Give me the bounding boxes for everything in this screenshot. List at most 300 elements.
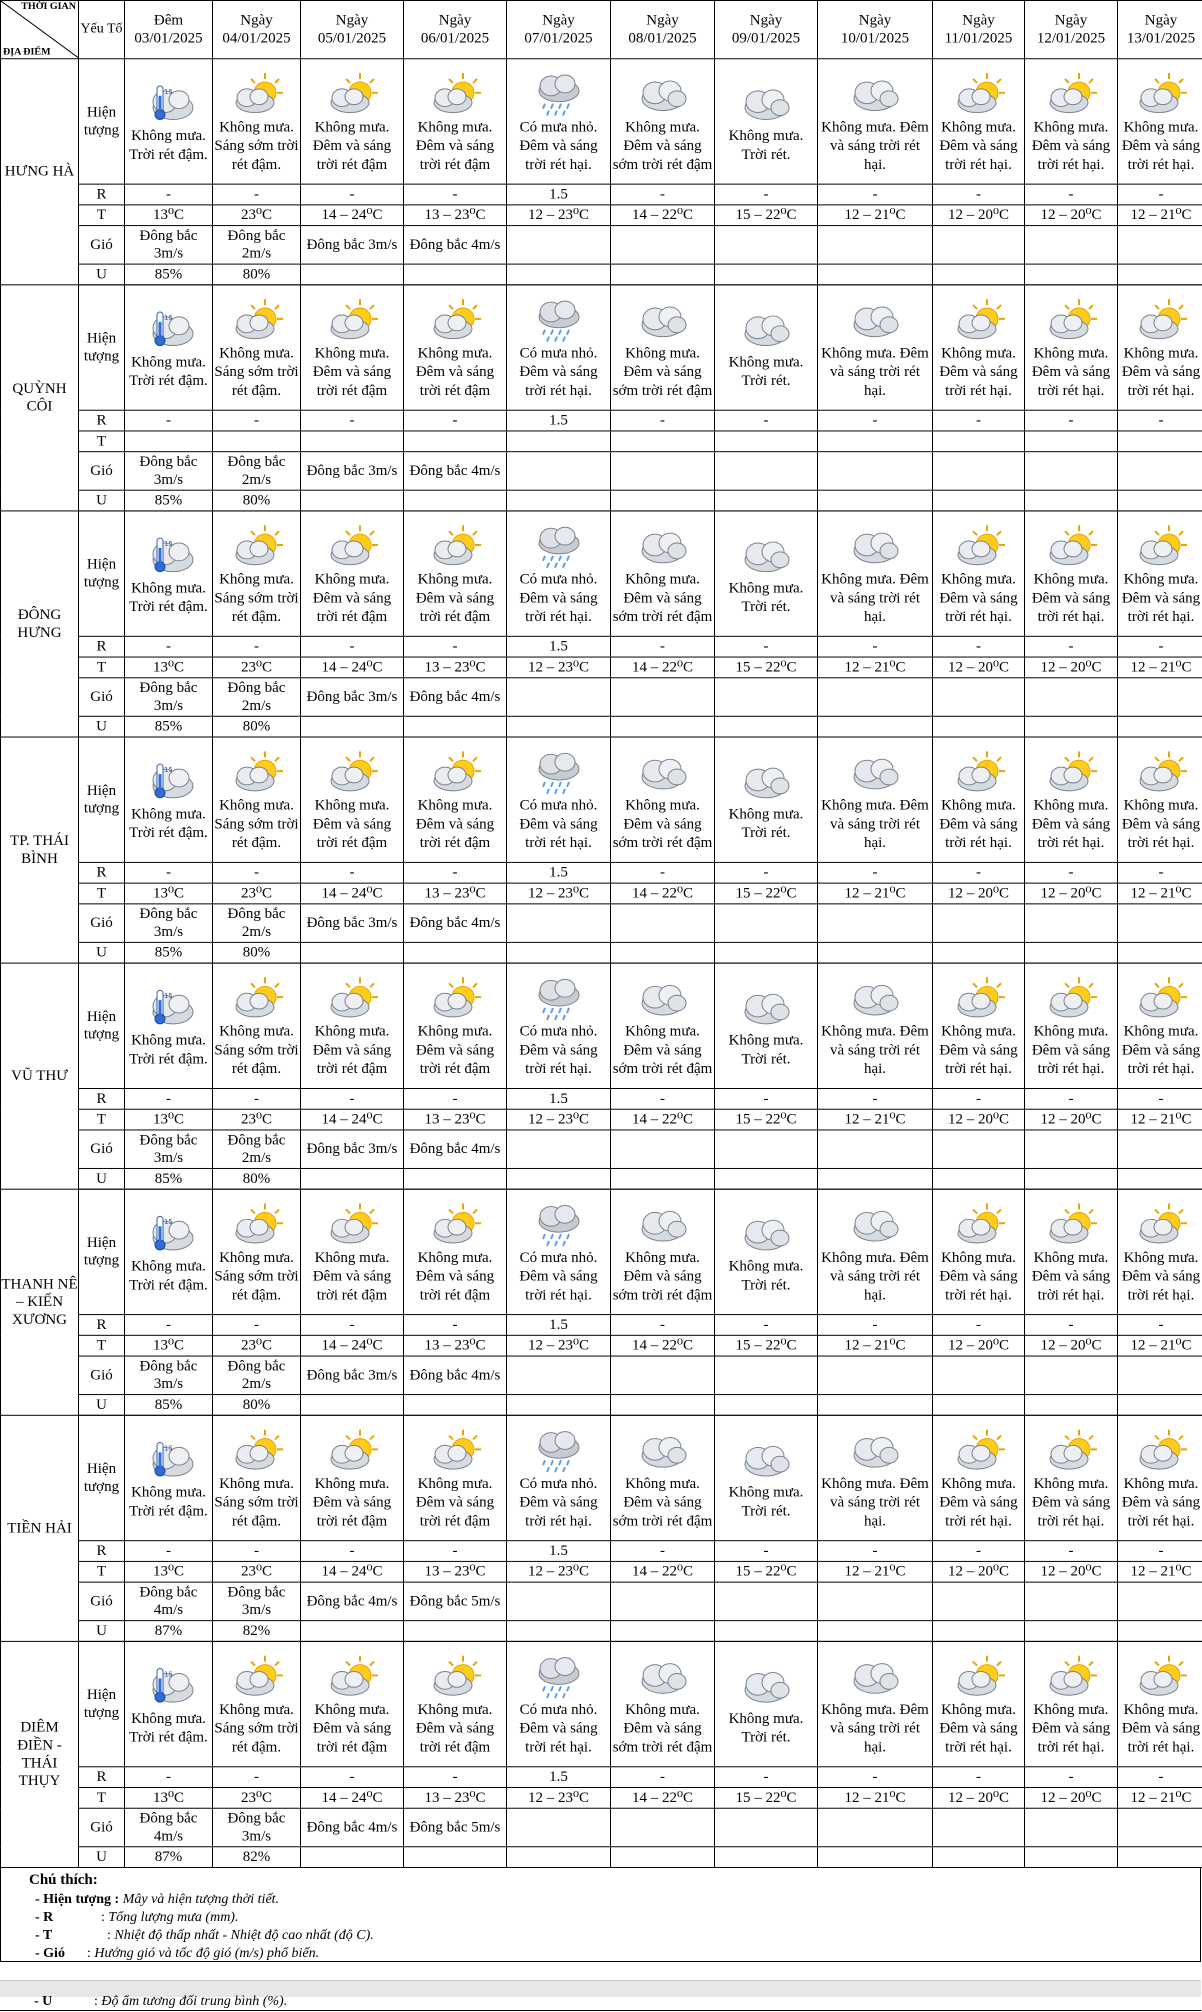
humidity-cell xyxy=(933,942,1025,963)
phenomenon-cell xyxy=(1118,1415,1202,1540)
cloud-icon xyxy=(818,69,932,118)
phenomenon-cell xyxy=(213,1189,301,1314)
row-temp xyxy=(1,1335,1202,1356)
rain-cell: - xyxy=(611,184,715,205)
wind-cell: Đông bắc 2m/s xyxy=(213,678,301,717)
humidity-cell xyxy=(1025,1395,1118,1416)
label-temp: T xyxy=(79,1561,125,1582)
wind-cell xyxy=(507,452,611,491)
rain-cell: - xyxy=(404,1541,507,1562)
wind-cell xyxy=(611,1582,715,1621)
header-time-label: THỜI GIAN xyxy=(21,0,76,12)
phenomenon-cell xyxy=(125,59,213,184)
temp-cell: 13⁰C xyxy=(125,1788,213,1809)
temp-cell: 14 – 24⁰C xyxy=(301,657,404,678)
rain-cell: - xyxy=(611,862,715,883)
humidity-cell xyxy=(1025,264,1118,285)
humidity-cell xyxy=(715,490,818,511)
wind-cell xyxy=(818,452,933,491)
rain-cell: 1.5 xyxy=(507,636,611,657)
sun-cloud-icon xyxy=(1025,747,1117,796)
wind-cell xyxy=(715,904,818,943)
cloud-icon xyxy=(715,530,817,579)
phenomenon-text: Không mưa. Đêm và sáng trời rét đậm xyxy=(415,1475,495,1529)
cloud-icon xyxy=(715,78,817,127)
humidity-cell xyxy=(933,490,1025,511)
wind-cell xyxy=(611,678,715,717)
phenomenon-text: Không mưa. Đêm và sáng trời rét đậm xyxy=(415,1023,495,1077)
rain-cell: - xyxy=(1118,1088,1202,1109)
rain-cloud-icon xyxy=(507,1651,610,1700)
cloud-icon xyxy=(611,69,714,118)
phenomenon-text: Không mưa. Đêm và sáng sớm trời rét đậm xyxy=(612,1023,713,1077)
humidity-cell xyxy=(818,264,933,285)
rain-cell: - xyxy=(933,1315,1025,1336)
humidity-cell xyxy=(818,1395,933,1416)
phenomenon-text: Không mưa. Sáng sớm trời rét đậm. xyxy=(214,571,299,625)
humidity-cell xyxy=(404,1847,507,1868)
header-factor: Yếu Tố xyxy=(79,0,125,58)
humidity-cell: 80% xyxy=(213,942,301,963)
sun-cloud-icon xyxy=(213,1199,300,1248)
legend-item-wind: - Gió : Hướng gió và tốc độ gió (m/s) phổ biến. xyxy=(35,1946,320,1961)
temp-cell: 12 – 20⁰C xyxy=(933,205,1025,226)
phenomenon-text: Không mưa. Đêm và sáng trời rét hại. xyxy=(1121,345,1201,399)
humidity-cell xyxy=(404,1168,507,1189)
cold-cloud-icon xyxy=(125,78,212,127)
rain-cell: - xyxy=(818,862,933,883)
humidity-cell xyxy=(1025,1168,1118,1189)
phenomenon-cell xyxy=(1118,511,1202,636)
wind-cell xyxy=(611,452,715,491)
temp-cell: 12 – 21⁰C xyxy=(818,657,933,678)
wind-cell: Đông bắc 4m/s xyxy=(404,904,507,943)
humidity-cell xyxy=(818,942,933,963)
phenomenon-cell xyxy=(404,1641,507,1766)
humidity-cell xyxy=(715,1847,818,1868)
phenomenon-cell xyxy=(507,511,611,636)
wind-cell: Đông bắc 3m/s xyxy=(125,1356,213,1395)
label-temp: T xyxy=(79,431,125,452)
phenomenon-cell xyxy=(301,511,404,636)
sun-cloud-icon xyxy=(1025,1425,1117,1474)
rain-cell: 1.5 xyxy=(507,1088,611,1109)
wind-cell: Đông bắc 4m/s xyxy=(125,1582,213,1621)
temp-cell: 12 – 20⁰C xyxy=(933,1109,1025,1130)
wind-cell xyxy=(933,1130,1025,1169)
cloud-icon xyxy=(818,973,932,1022)
rain-cell: - xyxy=(301,862,404,883)
cloud-icon xyxy=(611,1425,714,1474)
phenomenon-text: Có mưa nhỏ. Đêm và sáng trời rét hại. xyxy=(519,797,598,851)
rain-cloud-icon xyxy=(507,295,610,344)
label-humidity: U xyxy=(79,1168,125,1189)
row-humidity xyxy=(1,1621,1202,1642)
phenomenon-cell xyxy=(611,1415,715,1540)
sun-cloud-icon xyxy=(301,1199,403,1248)
wind-cell xyxy=(1025,1130,1118,1169)
humidity-cell xyxy=(507,490,611,511)
row-humidity xyxy=(1,1847,1202,1868)
temp-cell: 14 – 22⁰C xyxy=(611,883,715,904)
rain-cell: - xyxy=(125,1541,213,1562)
header-day-9: Ngày 12/01/2025 xyxy=(1025,0,1118,58)
temp-cell: 15 – 22⁰C xyxy=(715,1561,818,1582)
label-wind: Gió xyxy=(79,678,125,717)
wind-cell xyxy=(1118,226,1202,265)
humidity-cell xyxy=(933,716,1025,737)
rain-cell: - xyxy=(818,1541,933,1562)
phenomenon-text: Có mưa nhỏ. Đêm và sáng trời rét hại. xyxy=(519,118,598,173)
sun-cloud-icon xyxy=(213,69,300,118)
phenomenon-cell xyxy=(213,1415,301,1540)
label-wind: Gió xyxy=(79,1356,125,1395)
label-wind: Gió xyxy=(79,1582,125,1621)
phenomenon-cell xyxy=(933,285,1025,410)
rain-cell: - xyxy=(1025,862,1118,883)
humidity-cell xyxy=(404,1395,507,1416)
sun-cloud-icon xyxy=(1025,521,1117,570)
cold-cloud-icon xyxy=(125,304,212,353)
humidity-cell xyxy=(818,1847,933,1868)
rain-cell: - xyxy=(611,636,715,657)
label-humidity: U xyxy=(79,942,125,963)
row-wind xyxy=(1,1356,1202,1395)
label-phenomenon: Hiện tượng xyxy=(79,1415,125,1540)
rain-cell: - xyxy=(715,184,818,205)
humidity-cell xyxy=(611,716,715,737)
humidity-cell xyxy=(715,1621,818,1642)
rain-cell: - xyxy=(404,862,507,883)
sun-cloud-icon xyxy=(301,69,403,118)
wind-cell xyxy=(715,1130,818,1169)
phenomenon-text: Không mưa. Đêm và sáng trời rét đậm xyxy=(312,1701,392,1755)
wind-cell: Đông bắc 4m/s xyxy=(404,452,507,491)
sun-cloud-icon xyxy=(213,295,300,344)
rain-cell: - xyxy=(213,862,301,883)
location-name: ĐÔNG HƯNG xyxy=(1,511,79,737)
phenomenon-text: Không mưa. Đêm và sáng trời rét hại. xyxy=(821,1475,929,1529)
rain-cell: - xyxy=(125,1315,213,1336)
phenomenon-cell xyxy=(1118,737,1202,862)
rain-cell: - xyxy=(213,1088,301,1109)
rain-cell: - xyxy=(715,1541,818,1562)
humidity-cell xyxy=(933,1621,1025,1642)
wind-cell xyxy=(818,904,933,943)
temp-cell: 14 – 24⁰C xyxy=(301,1335,404,1356)
sun-cloud-icon xyxy=(933,747,1024,796)
temp-cell: 13 – 23⁰C xyxy=(404,657,507,678)
label-phenomenon: Hiện tượng xyxy=(79,59,125,184)
phenomenon-cell xyxy=(933,737,1025,862)
phenomenon-text: Không mưa. Đêm và sáng trời rét hại. xyxy=(821,1023,929,1077)
sun-cloud-icon xyxy=(301,1425,403,1474)
label-phenomenon: Hiện tượng xyxy=(79,285,125,410)
phenomenon-cell xyxy=(1118,963,1202,1088)
wind-cell: Đông bắc 3m/s xyxy=(301,1356,404,1395)
phenomenon-text: Không mưa. Đêm và sáng trời rét hại. xyxy=(1031,571,1111,625)
phenomenon-cell xyxy=(404,59,507,184)
humidity-cell xyxy=(1025,942,1118,963)
wind-cell xyxy=(611,1130,715,1169)
phenomenon-text: Có mưa nhỏ. Đêm và sáng trời rét hại. xyxy=(519,1701,598,1755)
temp-cell xyxy=(933,431,1025,452)
phenomenon-text: Không mưa. Đêm và sáng trời rét hại. xyxy=(939,118,1018,173)
wind-cell: Đông bắc 3m/s xyxy=(213,1808,301,1847)
phenomenon-cell xyxy=(125,511,213,636)
humidity-cell xyxy=(818,716,933,737)
temp-cell: 13 – 23⁰C xyxy=(404,1109,507,1130)
phenomenon-cell xyxy=(1118,285,1202,410)
phenomenon-cell xyxy=(933,963,1025,1088)
cold-cloud-icon xyxy=(125,1661,212,1710)
rain-cloud-icon xyxy=(507,747,610,796)
humidity-cell xyxy=(611,1847,715,1868)
phenomenon-cell xyxy=(715,1641,818,1766)
humidity-cell xyxy=(1025,1847,1118,1868)
legend-item-rain: - R : Tổng lượng mưa (mm). xyxy=(35,1910,239,1925)
row-humidity xyxy=(1,716,1202,737)
humidity-cell xyxy=(715,942,818,963)
sun-cloud-icon xyxy=(933,1199,1024,1248)
phenomenon-cell xyxy=(301,285,404,410)
wind-cell xyxy=(818,1130,933,1169)
phenomenon-cell xyxy=(611,1189,715,1314)
phenomenon-cell xyxy=(301,1189,404,1314)
humidity-cell xyxy=(611,942,715,963)
temp-cell: 12 – 21⁰C xyxy=(1118,1109,1202,1130)
rain-cell: - xyxy=(301,1541,404,1562)
rain-cell: - xyxy=(818,1315,933,1336)
phenomenon-text: Không mưa. Đêm và sáng sớm trời rét đậm xyxy=(612,345,713,399)
sun-cloud-icon xyxy=(933,295,1024,344)
rain-cell: - xyxy=(125,1088,213,1109)
phenomenon-text: Không mưa. Đêm và sáng trời rét hại. xyxy=(939,571,1018,625)
wind-cell: Đông bắc 3m/s xyxy=(125,904,213,943)
humidity-cell xyxy=(611,490,715,511)
wind-cell: Đông bắc 2m/s xyxy=(213,226,301,265)
row-temp xyxy=(1,1561,1202,1582)
phenomenon-text: Không mưa. Đêm và sáng trời rét đậm xyxy=(415,797,495,851)
phenomenon-text: Không mưa. Sáng sớm trời rét đậm. xyxy=(214,1475,299,1529)
bottom-rule xyxy=(0,2010,1201,2011)
phenomenon-text: Không mưa. Đêm và sáng trời rét hại. xyxy=(1031,345,1111,399)
wind-cell: Đông bắc 5m/s xyxy=(404,1582,507,1621)
phenomenon-text: Không mưa. Đêm và sáng sớm trời rét đậm xyxy=(612,1475,713,1529)
label-phenomenon: Hiện tượng xyxy=(79,1189,125,1314)
phenomenon-cell xyxy=(611,1641,715,1766)
wind-cell xyxy=(715,1582,818,1621)
temp-cell: 12 – 20⁰C xyxy=(933,1561,1025,1582)
legend-title: Chú thích: xyxy=(29,1872,98,1888)
humidity-cell xyxy=(818,1168,933,1189)
rain-cell: - xyxy=(125,184,213,205)
sun-cloud-icon xyxy=(933,1651,1024,1700)
wind-cell xyxy=(507,904,611,943)
sun-cloud-icon xyxy=(1025,1651,1117,1700)
row-wind xyxy=(1,904,1202,943)
label-wind: Gió xyxy=(79,226,125,265)
forecast-body xyxy=(1,59,1202,1868)
rain-cell: - xyxy=(1025,1767,1118,1788)
phenomenon-text: Không mưa. Đêm và sáng trời rét đậm xyxy=(415,1701,495,1755)
temp-cell: 12 – 21⁰C xyxy=(1118,1788,1202,1809)
wind-cell: Đông bắc 4m/s xyxy=(404,1130,507,1169)
wind-cell xyxy=(933,1808,1025,1847)
rain-cell: - xyxy=(611,1088,715,1109)
temp-cell: 23⁰C xyxy=(213,205,301,226)
temp-cell xyxy=(301,431,404,452)
temp-cell: 14 – 24⁰C xyxy=(301,1788,404,1809)
cloud-icon xyxy=(818,521,932,570)
cloud-icon xyxy=(715,756,817,805)
wind-cell: Đông bắc 3m/s xyxy=(213,1582,301,1621)
phenomenon-cell xyxy=(213,1641,301,1766)
sun-cloud-icon xyxy=(404,521,506,570)
humidity-cell: 82% xyxy=(213,1621,301,1642)
sun-cloud-icon xyxy=(1118,69,1202,118)
phenomenon-cell xyxy=(301,737,404,862)
phenomenon-text: Không mưa. Trời rét. xyxy=(728,580,804,616)
rain-cell: - xyxy=(213,1767,301,1788)
label-phenomenon: Hiện tượng xyxy=(79,511,125,636)
humidity-cell xyxy=(507,1395,611,1416)
phenomenon-cell xyxy=(611,511,715,636)
phenomenon-cell xyxy=(933,1641,1025,1766)
phenomenon-text: Không mưa. Đêm và sáng trời rét hại. xyxy=(1121,118,1201,173)
cloud-icon xyxy=(611,973,714,1022)
rain-cell: - xyxy=(125,636,213,657)
wind-cell xyxy=(1118,452,1202,491)
phenomenon-cell xyxy=(125,285,213,410)
temp-cell: 12 – 21⁰C xyxy=(818,1561,933,1582)
temp-cell: 14 – 24⁰C xyxy=(301,1561,404,1582)
phenomenon-cell xyxy=(611,285,715,410)
header-day-8: Ngày 11/01/2025 xyxy=(933,0,1025,58)
phenomenon-cell xyxy=(715,1189,818,1314)
phenomenon-cell xyxy=(933,1415,1025,1540)
header-location-label: ĐỊA ĐIỂM xyxy=(3,46,51,58)
header-day-1: Ngày 04/01/2025 xyxy=(213,0,301,58)
row-wind xyxy=(1,678,1202,717)
row-humidity xyxy=(1,1395,1202,1416)
phenomenon-text: Không mưa. Đêm và sáng trời rét hại. xyxy=(939,345,1018,399)
location-name: QUỲNH CÔI xyxy=(1,285,79,511)
rain-cell: - xyxy=(818,1088,933,1109)
header-day-10: Ngày 13/01/2025 xyxy=(1118,0,1202,58)
temp-cell: 14 – 24⁰C xyxy=(301,1109,404,1130)
humidity-cell xyxy=(404,942,507,963)
humidity-cell xyxy=(301,264,404,285)
row-rain xyxy=(1,1315,1202,1336)
phenomenon-text: Không mưa. Sáng sớm trời rét đậm. xyxy=(214,345,299,399)
phenomenon-cell xyxy=(818,285,933,410)
label-humidity: U xyxy=(79,716,125,737)
temp-cell: 14 – 24⁰C xyxy=(301,205,404,226)
label-humidity: U xyxy=(79,490,125,511)
humidity-cell: 87% xyxy=(125,1621,213,1642)
humidity-cell xyxy=(301,1847,404,1868)
rain-cell: 1.5 xyxy=(507,1315,611,1336)
humidity-cell: 85% xyxy=(125,942,213,963)
sun-cloud-icon xyxy=(301,521,403,570)
temp-cell: 12 – 21⁰C xyxy=(1118,205,1202,226)
phenomenon-cell xyxy=(1025,285,1118,410)
label-wind: Gió xyxy=(79,452,125,491)
temp-cell: 12 – 20⁰C xyxy=(933,657,1025,678)
wind-cell: Đông bắc 4m/s xyxy=(404,1356,507,1395)
humidity-cell xyxy=(507,716,611,737)
phenomenon-text: Không mưa. Đêm và sáng trời rét hại. xyxy=(939,1475,1018,1529)
label-rain: R xyxy=(79,1541,125,1562)
phenomenon-text: Không mưa. Đêm và sáng trời rét hại. xyxy=(821,118,929,173)
phenomenon-cell xyxy=(715,737,818,862)
humidity-cell xyxy=(715,716,818,737)
humidity-cell: 80% xyxy=(213,490,301,511)
phenomenon-text: Không mưa. Đêm và sáng trời rét hại. xyxy=(1121,1023,1201,1077)
row-phenomenon xyxy=(1,1189,1202,1314)
wind-cell xyxy=(818,1582,933,1621)
phenomenon-text: Không mưa. Đêm và sáng trời rét đậm xyxy=(415,1249,495,1303)
humidity-cell: 80% xyxy=(213,1168,301,1189)
row-rain xyxy=(1,1088,1202,1109)
wind-cell: Đông bắc 4m/s xyxy=(404,226,507,265)
wind-cell xyxy=(611,904,715,943)
rain-cell: - xyxy=(301,636,404,657)
phenomenon-cell xyxy=(125,737,213,862)
phenomenon-cell xyxy=(715,511,818,636)
sun-cloud-icon xyxy=(933,69,1024,118)
temp-cell: 13 – 23⁰C xyxy=(404,883,507,904)
sun-cloud-icon xyxy=(213,973,300,1022)
label-wind: Gió xyxy=(79,904,125,943)
row-rain xyxy=(1,862,1202,883)
wind-cell xyxy=(1025,1582,1118,1621)
rain-cell: - xyxy=(1025,1541,1118,1562)
rain-cell: - xyxy=(301,410,404,431)
row-phenomenon xyxy=(1,59,1202,184)
sun-cloud-icon xyxy=(1118,521,1202,570)
rain-cloud-icon xyxy=(507,1425,610,1474)
sun-cloud-icon xyxy=(1118,973,1202,1022)
rain-cell: - xyxy=(213,1541,301,1562)
wind-cell xyxy=(933,1582,1025,1621)
phenomenon-text: Có mưa nhỏ. Đêm và sáng trời rét hại. xyxy=(519,1249,598,1303)
cloud-icon xyxy=(715,1208,817,1257)
rain-cell: - xyxy=(715,1088,818,1109)
temp-cell xyxy=(715,431,818,452)
rain-cell: - xyxy=(1118,184,1202,205)
phenomenon-cell xyxy=(507,1641,611,1766)
humidity-cell xyxy=(507,1168,611,1189)
row-humidity xyxy=(1,942,1202,963)
wind-cell: Đông bắc 2m/s xyxy=(213,1130,301,1169)
wind-cell xyxy=(715,1356,818,1395)
location-name: VŨ THƯ xyxy=(1,963,79,1189)
sun-cloud-icon xyxy=(404,69,506,118)
cold-cloud-icon xyxy=(125,1208,212,1257)
wind-cell: Đông bắc 2m/s xyxy=(213,452,301,491)
humidity-cell xyxy=(1118,1168,1202,1189)
rain-cell: - xyxy=(1118,410,1202,431)
phenomenon-text: Không mưa. Đêm và sáng sớm trời rét đậm xyxy=(612,118,713,173)
header-day-0: Đêm 03/01/2025 xyxy=(125,0,213,58)
humidity-cell xyxy=(818,490,933,511)
temp-cell: 13⁰C xyxy=(125,883,213,904)
rain-cell: - xyxy=(715,636,818,657)
rain-cell: - xyxy=(301,1767,404,1788)
sun-cloud-icon xyxy=(301,1651,403,1700)
